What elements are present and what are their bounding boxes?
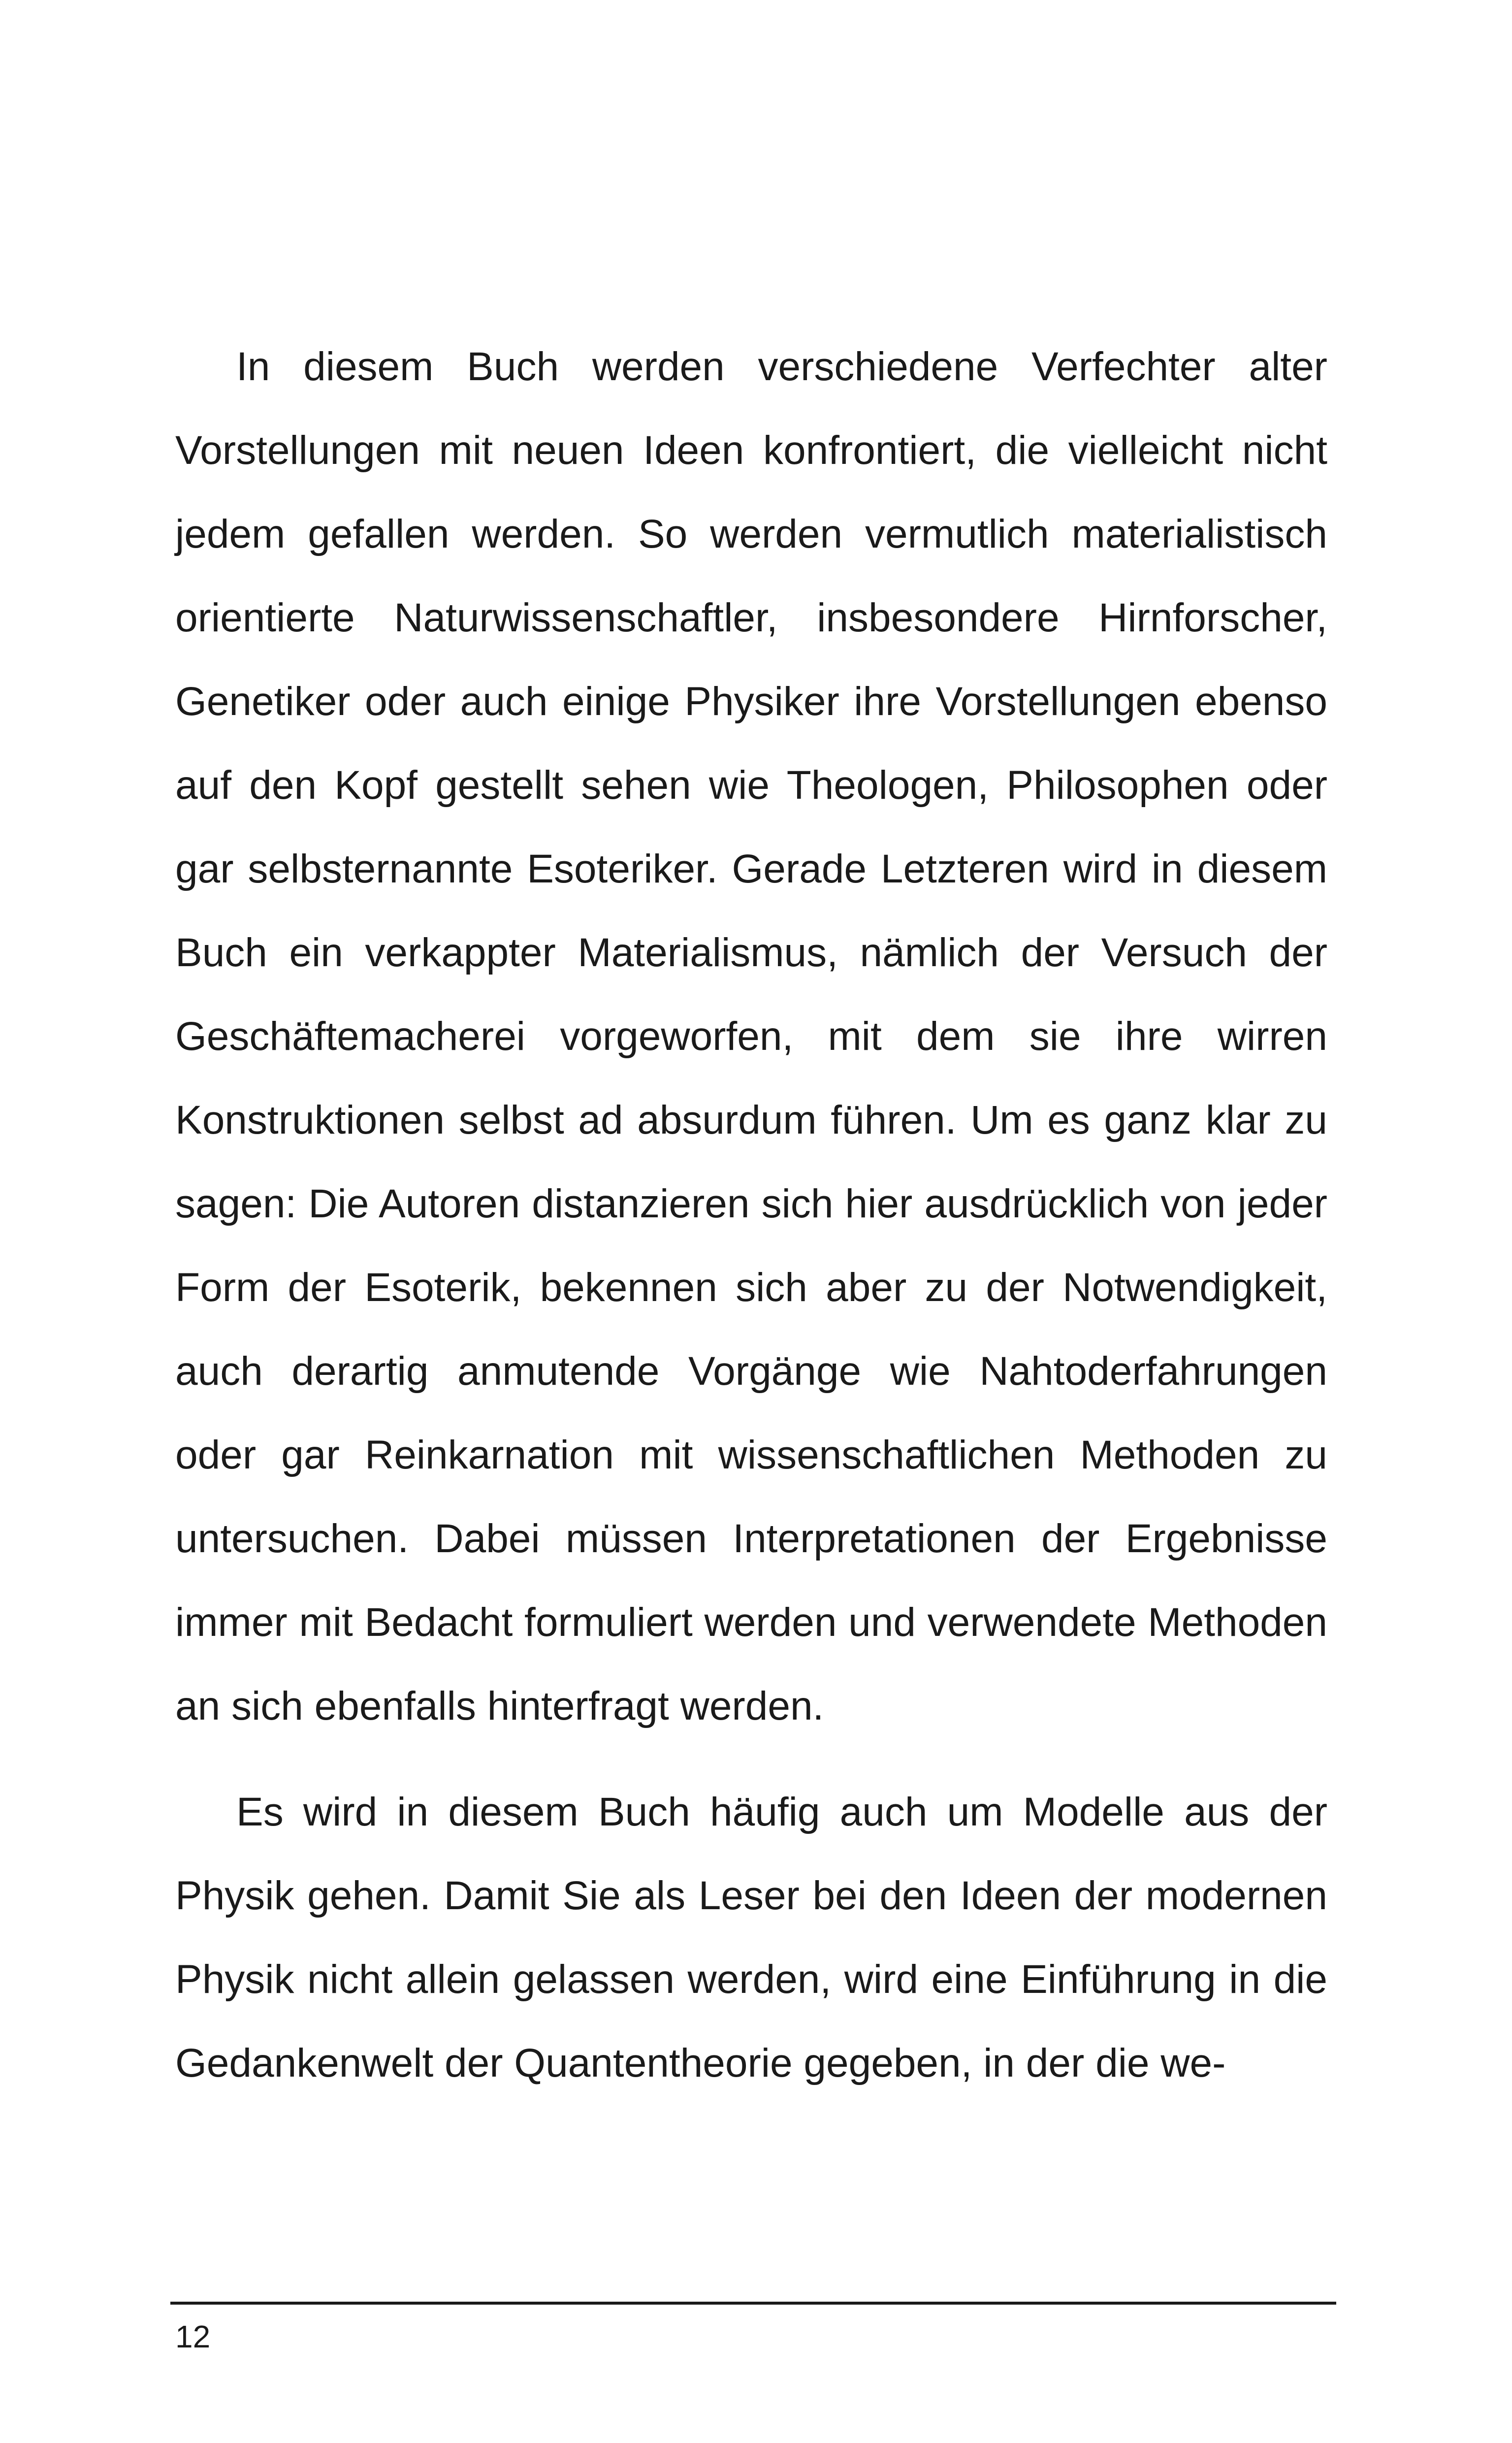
page-body xyxy=(175,325,1327,2105)
footer-rule xyxy=(170,2302,1336,2305)
page-number: 12 xyxy=(175,2319,211,2354)
paragraph-1: In diesem Buch werden verschiedene Verfechter alter Vorstellungen mit neuen Ideen konfrontiert, die vielleicht nicht jedem gefallen werden. So werden vermutlich materialistisch orientierte Naturwissenschaftler, insbesondere Hirnforscher, Genetiker oder auch einige Physiker ihre Vorstellungen ebenso auf den Kopf gestellt sehen wie Theologen, Philosophen oder gar selbsternannte Esoteriker. Gerade Letzteren wird in diesem Buch ein verkappter Materialismus, nämlich der Versuch der Geschäftemacherei vorgeworfen, mit dem sie ihre wirren Konstruktionen selbst ad absurdum führen. Um es ganz klar zu sagen: Die Autoren distanzieren sich hier ausdrücklich von jeder Form der Esoterik, bekennen sich aber zu der Notwendigkeit, auch derartig anmutende Vorgänge wie Nahtoderfahrungen oder gar Reinkarnation mit wissenschaftlichen Methoden zu untersuchen. Dabei müssen Interpretationen der Ergebnisse immer mit Bedacht formuliert werden und verwendete Methoden an sich ebenfalls hinterfragt werden. xyxy=(175,344,1327,1728)
paragraph-2: Es wird in diesem Buch häufig auch um Modelle aus der Physik gehen. Damit Sie als Leser bei den Ideen der modernen Physik nicht allein gelassen werden, wird eine Einführung in die Gedankenwelt der Quantentheorie gegeben, in der die we- xyxy=(175,1790,1327,2085)
